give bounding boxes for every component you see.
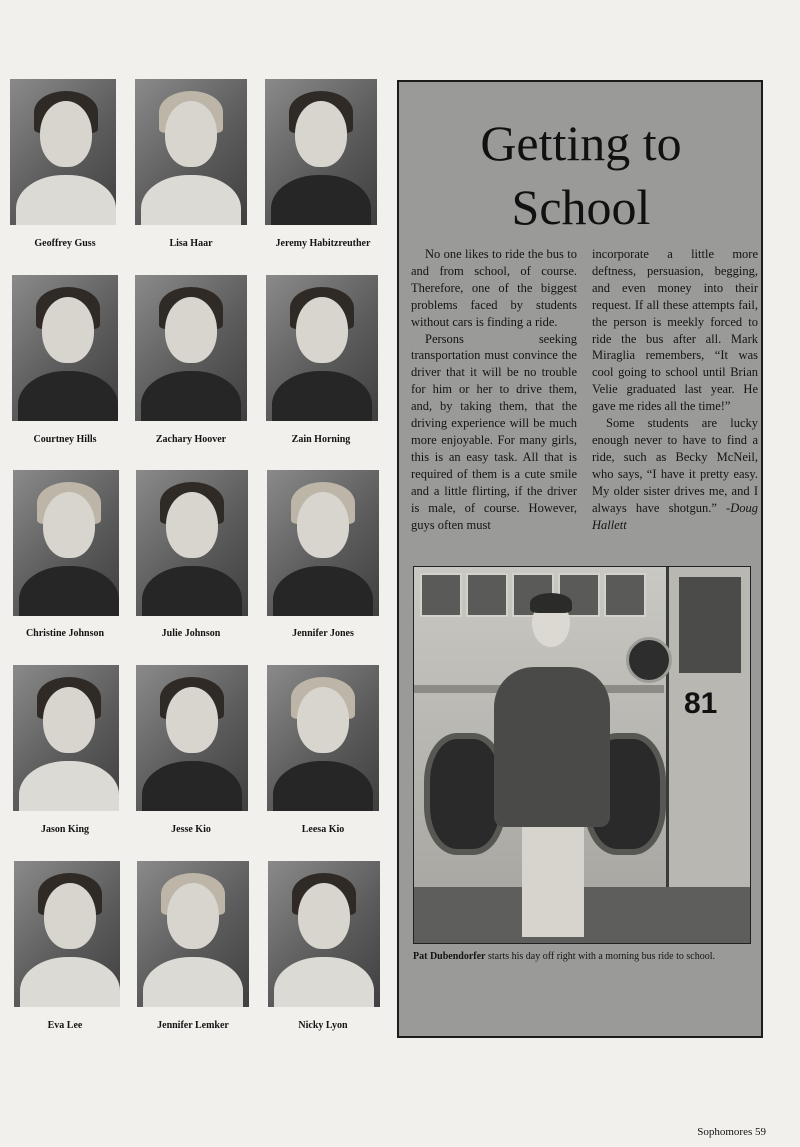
feature-title-line1: Getting to [480,115,682,171]
student-name: Jesse Kio [171,824,211,835]
quote-text: Some students are lucky enough never to have to find a ride, such as Becky McNeil, who says, “I have it pretty easy. My older sister drives me, and I always have shotgun.” [592,416,758,515]
student-name: Eva Lee [47,1020,83,1031]
article-paragraph [592,415,758,533]
student-portrait [265,79,377,225]
article-column-1 [411,246,577,533]
student-portrait [135,79,247,225]
article-paragraph: No one likes to ride the bus to and from school, of course. Therefore, one of the biggest problems faced by students without cars is finding a ride. [411,247,577,329]
student-portrait [267,470,379,616]
student-portrait [267,665,379,811]
photo-caption [413,950,753,963]
student-portrait [135,275,247,421]
student-name: Lisa Haar [169,238,213,249]
student-name: Jeremy Habitzreuther [275,238,371,249]
student-portrait [137,861,249,1007]
page-folio: Sophomores 59 [697,1126,766,1138]
feature-sidebar [397,80,763,1038]
article-column-2 [592,246,758,533]
student-portrait [10,79,116,225]
student-portrait [13,470,119,616]
bus-number: 81 [684,687,718,720]
student-name: Jennifer Lemker [157,1020,229,1031]
student-portrait [12,275,118,421]
student-name: Zain Horning [291,434,351,445]
student-portrait [14,861,120,1007]
student-name: Nicky Lyon [298,1020,348,1031]
student-name: Zachary Hoover [155,434,227,445]
student-name: Courtney Hills [33,434,97,445]
feature-title-line2: School [511,179,651,235]
article-paragraph: Persons seeking transportation must convince the driver that it will be no trouble for him or her to drive them, and, by taking them, that the driving experience will be much more enjoyable. For many girls, this is an easy task. All that is required of them is a cute smile and a little flirting, if the driver is male, of course. However, guys often must [411,331,577,532]
feature-photo [413,566,751,944]
student-name: Jennifer Jones [292,628,354,639]
student-name: Julie Johnson [161,628,221,639]
student-name: Geoffrey Guss [34,238,96,249]
student-portrait [268,861,380,1007]
caption-text: starts his day off right with a morning bus ride to school. [488,951,716,962]
student-portrait [266,275,378,421]
article-paragraph: incorporate a little more deftness, persuasion, begging, and even money into their request. If all these attempts fail, the person is meekly forced to ride the bus after all. Mark Miraglia remembers, “It was cool going to school until Brian Velie graduated last year. He gave me rides all the time!” [592,247,758,414]
caption-name: Pat Dubendorfer [413,951,486,962]
student-name: Christine Johnson [25,628,105,639]
student-portrait [136,470,248,616]
student-portrait [13,665,119,811]
student-name: Jason King [40,824,90,835]
byline: -Doug Hallett [592,500,758,532]
student-name: Leesa Kio [301,824,345,835]
student-portrait [136,665,248,811]
